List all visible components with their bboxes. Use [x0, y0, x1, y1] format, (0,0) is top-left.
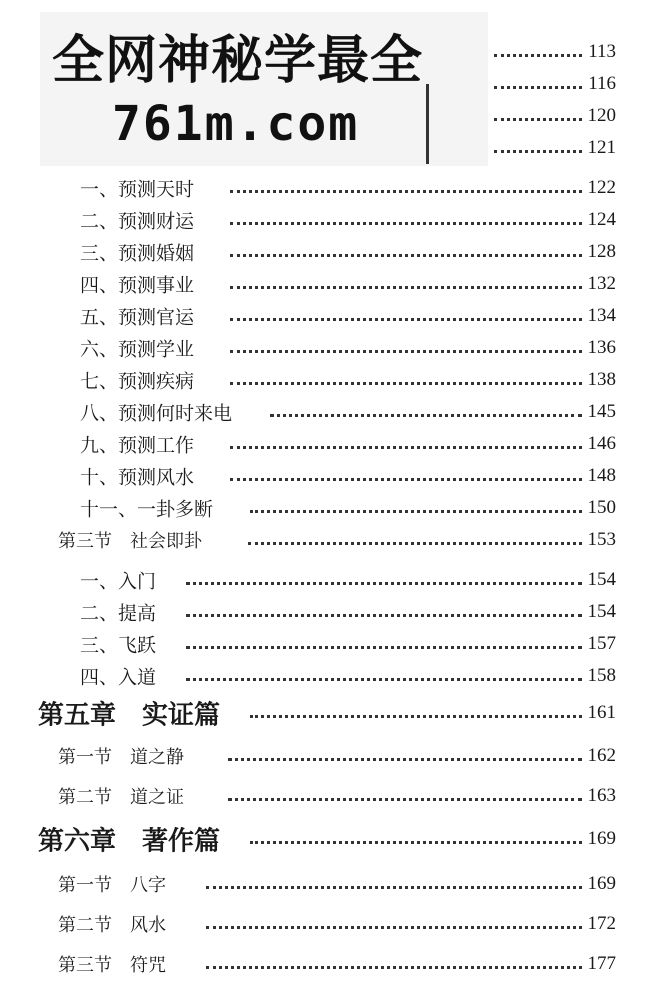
toc-entry-title: 一、预测天时 — [80, 178, 195, 201]
watermark-title: 全网神秘学最全 — [52, 31, 424, 91]
leader-dots — [230, 446, 582, 449]
toc-entry[interactable] — [0, 564, 646, 596]
toc-page-number: 128 — [587, 241, 616, 262]
toc-page-number: 158 — [587, 665, 616, 686]
leader-dots — [186, 614, 582, 617]
leader-dots — [494, 86, 582, 89]
leader-dots — [230, 286, 582, 289]
toc-entry[interactable] — [0, 492, 646, 524]
toc-entry-title: 九、预测工作 — [80, 434, 195, 457]
toc-entry[interactable] — [0, 396, 646, 428]
toc-page-number: 122 — [587, 177, 616, 198]
leader-dots — [494, 118, 582, 121]
toc-entry-title: 五、预测官运 — [80, 306, 195, 329]
toc-page-number: 172 — [587, 913, 616, 934]
toc-entry-title: 一、入门 — [80, 570, 157, 593]
toc-page-number: 163 — [587, 785, 616, 806]
leader-dots — [250, 841, 582, 844]
toc-entry[interactable] — [0, 332, 646, 364]
leader-dots — [230, 350, 582, 353]
leader-dots — [494, 150, 582, 153]
toc-entry[interactable] — [0, 428, 646, 460]
toc-section-title: 第三节 符咒 — [58, 955, 166, 976]
toc-section-title: 第二节 风水 — [58, 915, 166, 936]
leader-dots — [230, 382, 582, 385]
toc-section[interactable] — [0, 740, 646, 772]
toc-entry[interactable] — [0, 268, 646, 300]
toc-entry-title: 六、预测学业 — [80, 338, 195, 361]
toc-page-number: 120 — [587, 105, 616, 126]
leader-dots — [230, 222, 582, 225]
toc-entry[interactable] — [0, 300, 646, 332]
toc-page-number: 145 — [587, 401, 616, 422]
toc-entry[interactable] — [0, 628, 646, 660]
toc-section[interactable] — [0, 780, 646, 812]
toc-entry[interactable] — [0, 236, 646, 268]
leader-dots — [228, 798, 582, 801]
toc-section-title: 第一节 八字 — [58, 875, 166, 896]
toc-page-number: 124 — [587, 209, 616, 230]
leader-dots — [230, 478, 582, 481]
leader-dots — [186, 582, 582, 585]
toc-entry[interactable] — [0, 660, 646, 692]
toc-chapter-title: 第五章 实证篇 — [38, 700, 221, 731]
toc-section[interactable] — [0, 868, 646, 900]
toc-entry-title: 七、预测疾病 — [80, 370, 195, 393]
leader-dots — [206, 966, 582, 969]
toc-section[interactable] — [0, 524, 646, 556]
toc-page-number: 146 — [587, 433, 616, 454]
toc-page-number: 169 — [587, 828, 616, 849]
toc-entry — [0, 68, 646, 100]
toc-page-number: 150 — [587, 497, 616, 518]
toc-entry-title: 三、预测婚姻 — [80, 242, 195, 265]
leader-dots — [248, 542, 582, 545]
toc-entry-title: 四、预测事业 — [80, 274, 195, 297]
toc-page-number: 138 — [587, 369, 616, 390]
toc-page-number: 162 — [587, 745, 616, 766]
leader-dots — [250, 510, 582, 513]
leader-dots — [206, 886, 582, 889]
leader-dots — [206, 926, 582, 929]
toc-section[interactable] — [0, 908, 646, 940]
toc-entry-title: 八、预测何时来电 — [80, 402, 233, 425]
toc-entry — [0, 132, 646, 164]
toc-chapter[interactable] — [0, 820, 646, 858]
toc-page-number: 116 — [588, 73, 616, 94]
toc-page-number: 177 — [587, 953, 616, 974]
toc-page-number: 154 — [587, 569, 616, 590]
toc-section-title: 第一节 道之静 — [58, 747, 184, 768]
toc-page-number: 161 — [587, 702, 616, 723]
toc-section-title: 第二节 道之证 — [58, 787, 184, 808]
leader-dots — [186, 678, 582, 681]
toc-page-number: 148 — [587, 465, 616, 486]
toc-page-number: 134 — [587, 305, 616, 326]
toc-entry-title: 二、提高 — [80, 602, 157, 625]
leader-dots — [230, 318, 582, 321]
toc-section[interactable] — [0, 948, 646, 980]
leader-dots — [186, 646, 582, 649]
toc-chapter-title: 第六章 著作篇 — [38, 826, 221, 857]
leader-dots — [270, 414, 582, 417]
toc-entry[interactable] — [0, 172, 646, 204]
toc-entry[interactable] — [0, 204, 646, 236]
toc-entry-title: 四、入道 — [80, 666, 157, 689]
leader-dots — [494, 54, 582, 57]
toc-entry[interactable] — [0, 596, 646, 628]
toc-page-number: 121 — [587, 137, 616, 158]
leader-dots — [230, 190, 582, 193]
toc-entry-title: 二、预测财运 — [80, 210, 195, 233]
toc-entry-title: 十一、一卦多断 — [80, 498, 214, 521]
toc-page-number: 154 — [587, 601, 616, 622]
toc-page-number: 169 — [587, 873, 616, 894]
toc-chapter[interactable] — [0, 694, 646, 732]
toc-entry-title: 三、飞跃 — [80, 634, 157, 657]
toc-entry — [0, 100, 646, 132]
toc-entry[interactable] — [0, 364, 646, 396]
toc-page-number: 157 — [587, 633, 616, 654]
leader-dots — [230, 254, 582, 257]
toc-entry[interactable] — [0, 460, 646, 492]
leader-dots — [228, 758, 582, 761]
toc-entry — [0, 36, 646, 68]
toc-page-number: 113 — [588, 41, 616, 62]
toc-entry-title: 十、预测风水 — [80, 466, 195, 489]
toc-page-number: 132 — [587, 273, 616, 294]
watermark-url: 761m.com — [112, 96, 360, 152]
toc-page-number: 136 — [587, 337, 616, 358]
leader-dots — [250, 715, 582, 718]
toc-page-number: 153 — [587, 529, 616, 550]
toc-section-title: 第三节 社会即卦 — [58, 531, 202, 552]
